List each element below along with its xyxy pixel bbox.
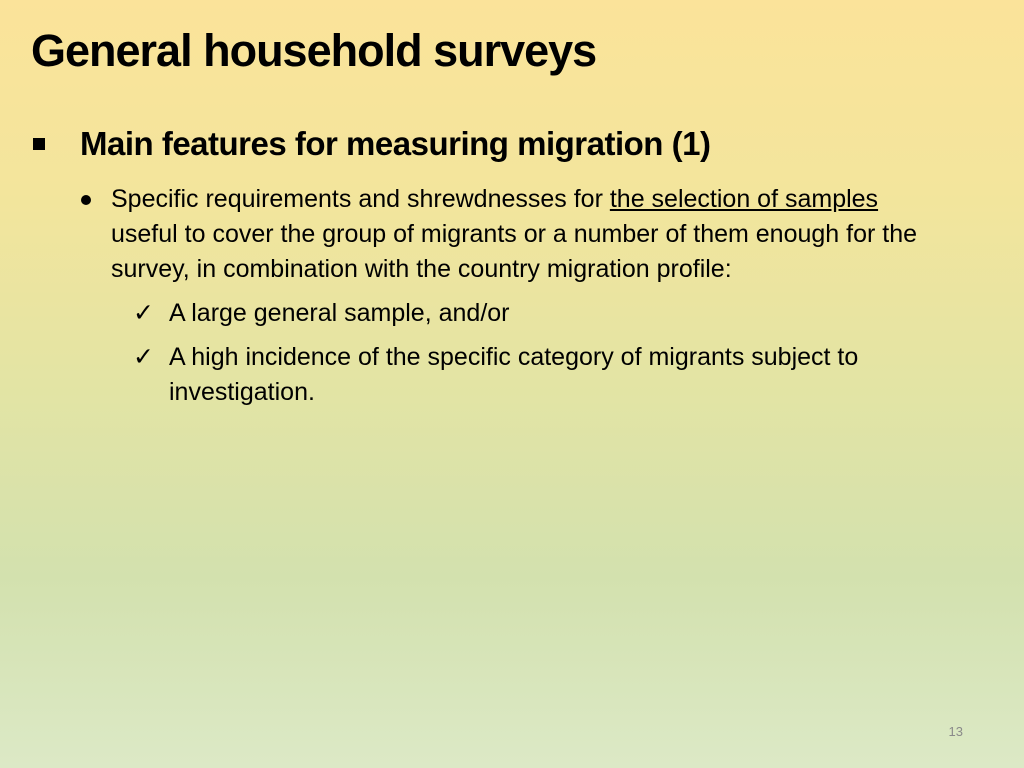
slide-title: General household surveys bbox=[31, 25, 597, 76]
subpoint-text: A large general sample, and/or bbox=[169, 299, 510, 327]
page-number: 13 bbox=[948, 724, 963, 739]
subpoint-text: A high incidence of the specific category of migrants subject to investigation. bbox=[169, 343, 859, 406]
square-bullet-icon bbox=[33, 138, 45, 150]
subpoint-item bbox=[119, 340, 989, 410]
point-text-before: Specific requirements and shrewdnesses for bbox=[111, 185, 610, 213]
checkmark-icon: ✓ bbox=[133, 299, 154, 327]
dot-bullet-icon bbox=[81, 195, 91, 205]
content-section bbox=[31, 122, 991, 410]
heading-text: Main features for measuring migration (1) bbox=[80, 125, 711, 162]
point-underlined-text: the selection of samples bbox=[609, 185, 879, 213]
checkmark-icon: ✓ bbox=[133, 343, 154, 371]
point-text-after: useful to cover the group of migrants or a number of them enough for the survey, in combination with the country migration profile: bbox=[111, 220, 918, 283]
heading-bullet-item bbox=[31, 122, 991, 166]
point-bullet-item bbox=[81, 182, 941, 287]
subpoint-item bbox=[119, 296, 989, 331]
